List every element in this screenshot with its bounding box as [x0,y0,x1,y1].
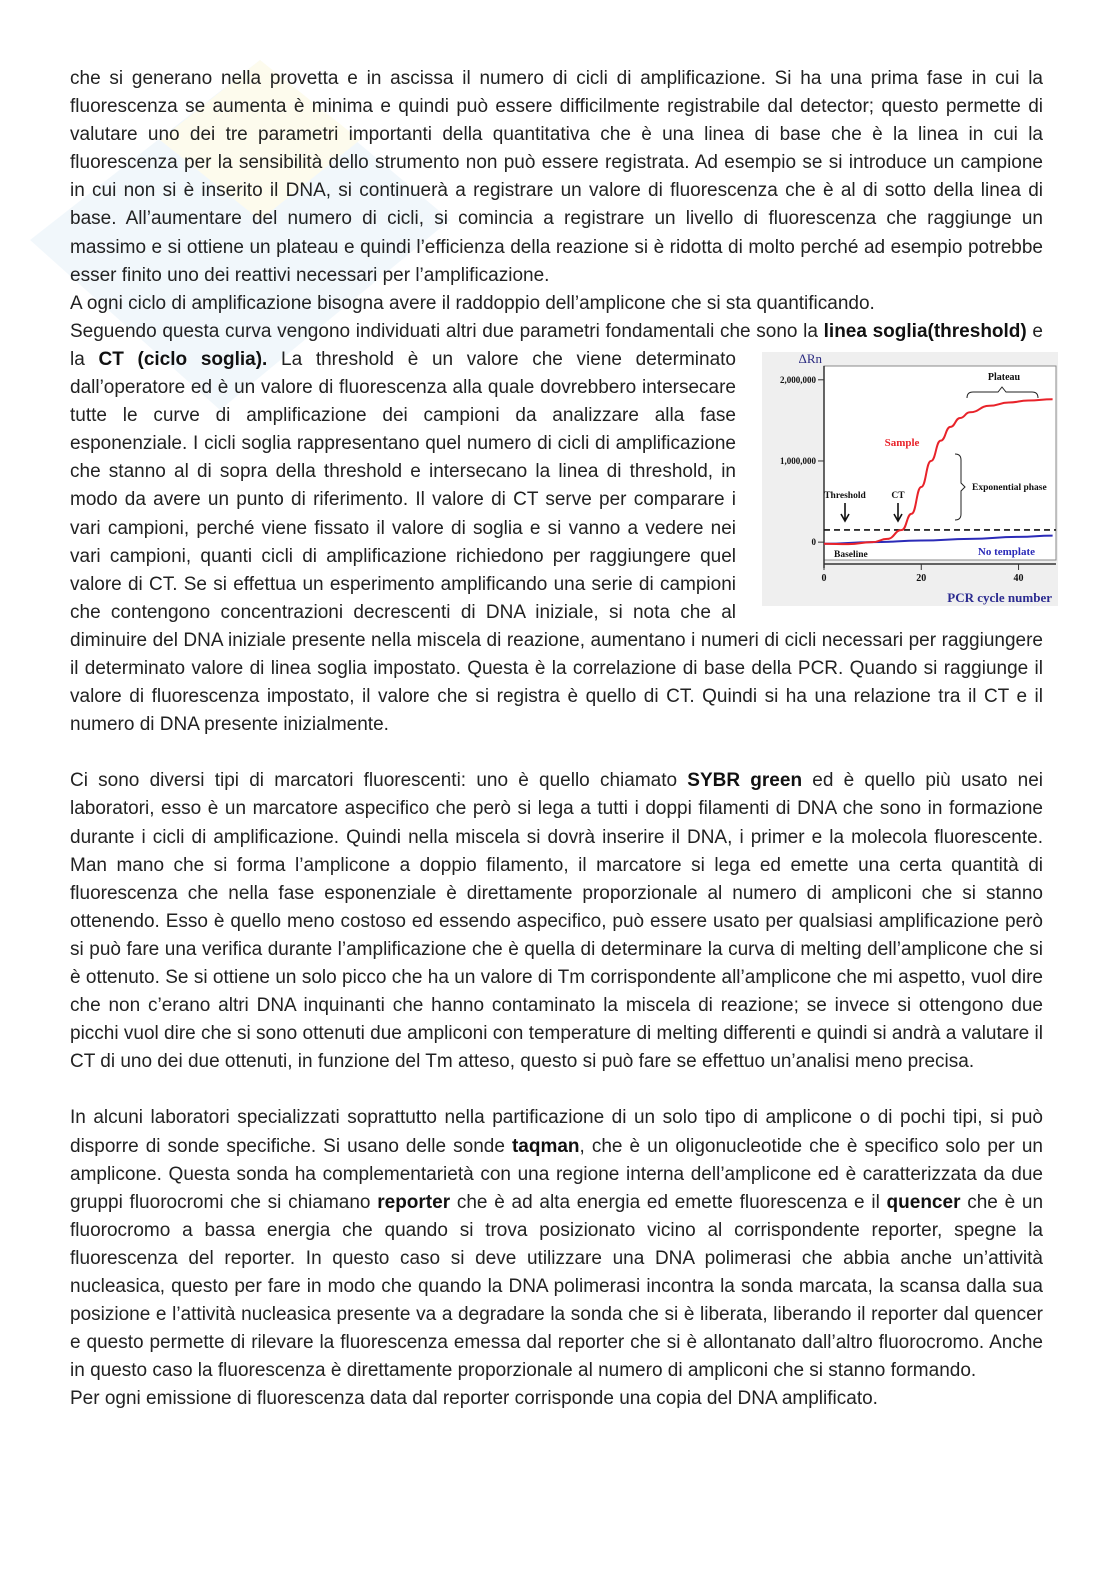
no-template-label: No template [977,545,1035,558]
text: che è un fluorocromo a bassa energia che quando si trova posizionato vicino al corrispondente reporter, spegne la fluorescenza del reporter. In questo caso si deve utilizzare una DNA polimerasi che abbia anche un’attività nucleasica, questo per fare in modo che quando la DNA polimerasi incontra la sonda marcata, la scansa dalla sua posizione e l’attività nucleasica presente va a degradare la sonda che si è liberata, liberando il reporter dal quencer e questo permette di rilevare la fluorescenza emessa dal reporter che si è allontanato dall’altro fluorocromo. Anche in questo caso la fluorescenza è direttamente proporzionale al numero di ampliconi che si stanno formando. [70,1191,1044,1382]
paragraph-4 [70,767,1043,1076]
x-axis-label: PCR cycle number [947,589,1052,605]
y-axis-label: ΔRn [798,351,822,366]
text: In alcuni laboratori specializzati soprattutto nella partificazione di un solo tipo di amplicone o di pochi tipi, si può disporre di sonde specifiche. Si usano delle sonde [70,1107,1043,1157]
document-body [70,65,1052,1414]
y-tick-label: 2,000,000 [780,374,816,385]
text: La threshold è un valore che viene determinato dall’operatore ed è un valore di fluorescenza alla quale dovrebbero intersecare tutte le curve di amplificazione dei campioni da analizzare alla fase esponenziale. I cicli soglia rappresentano quel numero di cicli di amplificazione che stanno al di sopra della threshold e intersecano la linea di threshold, in modo da avere un punto di riferimento. Il valore di CT serve per comparare i vari campioni, perché viene fissato il valore di soglia e si vanno a vedere nei vari campioni, quanti cicli di amplificazione richiedono per raggiungere quel valore di CT. Se si effettua un esperimento amplificando una serie di campioni che contengono concentrazioni decrescenti di DNA iniziale, si nota che al diminuire del DNA iniziale presente nella miscela di reazione, aumentano i numeri di cicli necessari per raggiungere il determinato valore di linea soglia impostato. Questa è la correlazione di base della PCR. Quando si raggiunge il valore di fluorescenza impostato, il valore che si registra è quello di CT. Quindi si ha una relazione tra il CT e il numero di DNA presente inizialmente. [70,348,1043,736]
text: e la [70,320,1043,370]
text: che è ad alta energia ed emette fluorescenza e il [450,1191,887,1213]
text: che si generano nella provetta e in ascissa il numero di cicli di amplificazione. Si ha una prima fase in cui la fluorescenza se aumenta è minima e quindi può essere difficilmente registrabile dal detector; questo permette di valutare uno dei tre parametri importanti della quantitativa che è una linea di base che è la linea in cui la fluorescenza per la sensibilità dello strumento non può essere registrata. Ad esempio se si introduce un campione in cui non si è inserito il DNA, si continuerà a registrare un valore di fluorescenza che è al di sotto della linea di base. All’aumentare del numero di cicli, si comincia a registrare un livello di fluorescenza che raggiunge un massimo e si ottiene un plateau e quindi l’efficienza della reazione si è ridotta di molto perché ad esempio potrebbe esser finito uno dei reattivi necessari per l’amplificazione. [70,68,1043,286]
bold-term-ct: CT (ciclo soglia). [98,348,268,370]
paragraph-3 [70,318,1052,739]
text: Seguendo questa curva vengono individuati altri due parametri fondamentali che sono la [70,320,824,342]
baseline-label: Baseline [834,549,868,560]
y-tick-label: 1,000,000 [780,455,816,466]
text: Per ogni emissione di fluorescenza data dal reporter corrisponde una copia del DNA amplificato. [70,1388,878,1410]
plot-area [824,366,1056,560]
bold-term-threshold: (threshold) [927,320,1027,342]
bold-term-taqman: taqman [511,1135,580,1157]
plateau-label: Plateau [987,371,1021,383]
bold-term-quencer: quencer [886,1191,961,1213]
paragraph-2 [70,290,1043,318]
y-tick-label: 0 [811,537,816,548]
text: ed è quello più usato nei laboratori, esso è un marcatore aspecifico che però si lega a tutti i doppi filamenti di DNA che sono in formazione durante i cicli di amplificazione. Quindi nella miscela si dovrà inserire il DNA, i primer e la molecola fluorescente. Man mano che si forma l’amplicone a doppio filamento, il marcatore si lega ed emette una certa quantità di fluorescenza che nella fase esponenziale è direttamente proporzionale al numero di ampliconi che si stanno ottenendo. Esso è quello meno costoso ed essendo aspecifico, può essere usato per qualsiasi amplificazione però si può fare una verifica durante l’amplificazione che è quella di determinare la curva di melting dell’amplicone che si è ottenuto. Se si ottiene un solo picco che ha un valore di Tm corrispondente all’amplicone che mi aspetto, vuol dire che non c’erano altri DNA inquinanti che hanno contaminato la miscela di reazione; se invece si ottengono due picchi vuol dire che si sono ottenuti due ampliconi con temperature di melting differenti e quindi si andrà a valutare il CT di uno dei due ottenuti, in funzione del Tm atteso, questo si può fare se effettuo un’analisi meno precisa. [70,770,1044,1073]
paragraph-5 [70,1104,1043,1385]
x-tick-label: 0 [821,572,827,584]
bold-term-linea-soglia: linea soglia [823,320,928,342]
text: , che è un oligonucleotide che è specifico solo per un amplicone. Questa sonda ha complementarietà con una regione interna dell’amplicone ed è caratterizzata da due gruppi fluorocromi che si chiamano [70,1135,1043,1213]
exponential-phase-label: Exponential phase [972,482,1047,493]
threshold-label: Threshold [824,490,866,501]
ct-label: CT [891,490,905,501]
sample-label: Sample [884,436,920,449]
x-tick-label: 40 [1013,572,1024,584]
pcr-amplification-chart [762,352,1058,606]
text: A ogni ciclo di amplificazione bisogna avere il raddoppio dell’amplicone che si sta quantificando. [70,292,875,314]
x-tick-label: 20 [916,572,927,584]
paragraph-6 [70,1385,1043,1413]
text: Ci sono diversi tipi di marcatori fluorescenti: uno è quello chiamato [70,770,688,792]
paragraph-1 [70,65,1043,290]
bold-term-reporter: reporter [377,1191,451,1213]
bold-term-sybr-green: SYBR green [687,770,803,792]
